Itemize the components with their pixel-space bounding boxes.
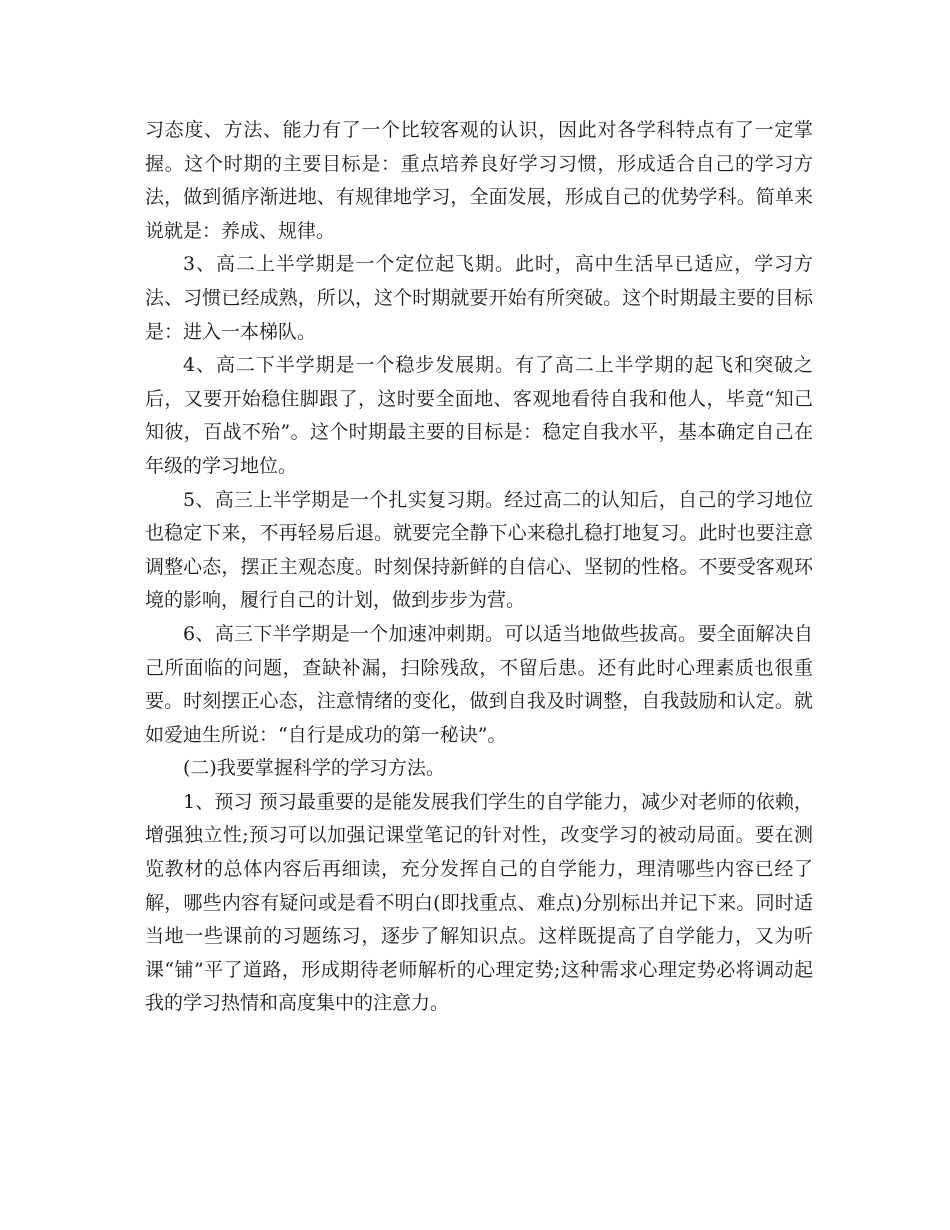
document-body [145,114,813,1021]
paragraph-study-attitude: 习态度、方法、能力有了一个比较客观的认识，因此对各学科特点有了一定掌握。这个时期的主要目标是：重点培养良好学习习惯，形成适合自己的学习方法，做到循序渐进地、有规律地学习，全面发展，形成自己的优势学科。简单来说就是：养成、规律。 [145,119,813,242]
section-heading-study-methods: (二)我要掌握科学的学习方法。 [183,757,445,780]
paragraph-grade12-second-half: 6、高三下半学期是一个加速冲刺期。可以适当地做些拔高。要全面解决自己所面临的问题，查缺补漏，扫除残敌，不留后患。还有此时心理素质也很重要。时刻摆正心态，注意情绪的变化，做到自我及时调整，自我鼓励和认定。就如爱迪生所说：“自行是成功的第一秘诀”。 [145,622,813,746]
paragraph-preview: 1、预习 预习最重要的是能发展我们学生的自学能力，减少对老师的依赖，增强独立性;预习可以加强记课堂笔记的针对性，改变学习的被动局面。要在测览教材的总体内容后再细读，充分发挥自己的自学能力，理清哪些内容已经了解，哪些内容有疑问或是看不明白(即找重点、难点)分别标出并记下来。同时适当地一些课前的习题练习，逐步了解知识点。这样既提高了自学能力，又为听课“铺”平了道路，形成期待老师解析的心理定势;这种需求心理定势必将调动起我的学习热情和高度集中的注意力。 [145,790,813,1015]
paragraph-grade11-second-half: 4、高二下半学期是一个稳步发展期。有了高二上半学期的起飞和突破之后，又要开始稳住脚跟了，这时要全面地、客观地看待自我和他人，毕竟“知己知彼，百战不殆”。这个时期最主要的目标是：稳定自我水平，基本确定自己在年级的学习地位。 [145,354,813,477]
paragraph-grade11-first-half: 3、高二上半学期是一个定位起飞期。此时，高中生活早已适应，学习方法、习惯已经成熟，所以，这个时期就要开始有所突破。这个时期最主要的目标是：进入一本梯队。 [145,253,813,343]
paragraph-grade12-first-half: 5、高三上半学期是一个扎实复习期。经过高二的认知后，自己的学习地位也稳定下来，不再轻易后退。就要完全静下心来稳扎稳打地复习。此时也要注意调整心态，摆正主观态度。时刻保持新鲜的自信心、坚韧的性格。不要受客观环境的影响，履行自己的计划，做到步步为营。 [145,488,813,612]
